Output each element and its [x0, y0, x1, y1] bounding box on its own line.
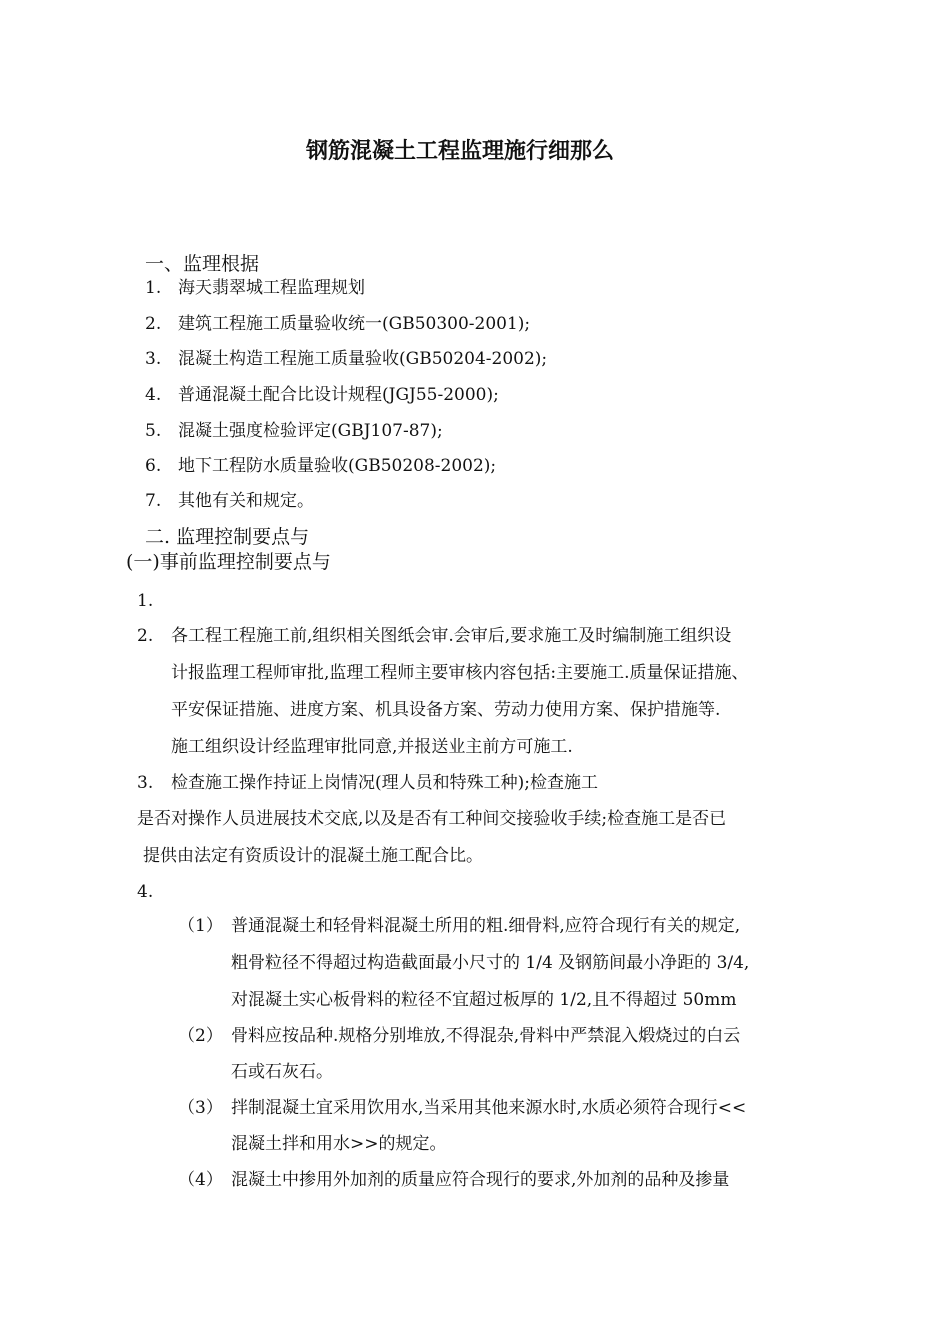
section-heading: 一、监理根据	[145, 253, 260, 275]
list-item-number: 5.	[145, 421, 162, 441]
paragraph-line: 各工程工程施工前,组织相关图纸会审.会审后,要求施工及时编制施工组织设	[171, 626, 732, 646]
list-item-number: 3.	[137, 773, 154, 793]
sub-item-number: （2）	[178, 1026, 223, 1046]
list-item-number: 4.	[137, 882, 154, 902]
paragraph-line: 提供由法定有资质设计的混凝土施工配合比。	[143, 846, 483, 866]
sub-item-number: （1）	[178, 916, 223, 936]
list-item-number: 1.	[145, 278, 162, 298]
paragraph-line: 拌制混凝土宜采用饮用水,当采用其他来源水时,水质必须符合现行<<	[231, 1098, 747, 1118]
paragraph-line: 混凝土拌和用水>>的规定。	[231, 1134, 447, 1154]
paragraph-line: 施工组织设计经监理审批同意,并报送业主前方可施工.	[171, 737, 573, 757]
paragraph-line: 是否对操作人员进展技术交底,以及是否有工种间交接验收手续;检查施工是否已	[137, 809, 727, 829]
list-item-number: 3.	[145, 349, 162, 369]
list-item-text: 其他有关和规定。	[178, 491, 314, 511]
paragraph-line: 石或石灰石。	[231, 1062, 333, 1082]
document-title: 钢筋混凝土工程监理施行细那么	[305, 138, 614, 164]
paragraph-line: 计报监理工程师审批,监理工程师主要审核内容包括:主要施工.质量保证措施、	[171, 663, 749, 683]
paragraph-line: 对混凝土实心板骨料的粒径不宜超过板厚的 1/2,且不得超过 50mm	[231, 990, 737, 1010]
paragraph-line: 普通混凝土和轻骨料混凝土所用的粗.细骨料,应符合现行有关的规定,	[231, 916, 741, 936]
section-heading: 二. 监理控制要点与	[145, 526, 310, 548]
list-item-number: 4.	[145, 385, 162, 405]
list-item-number: 6.	[145, 456, 162, 476]
paragraph-line: 平安保证措施、进度方案、机具设备方案、劳动力使用方案、保护措施等.	[171, 700, 721, 720]
list-item-number: 7.	[145, 491, 162, 511]
paragraph-line: 粗骨粒径不得超过构造截面最小尺寸的 1/4 及钢筋间最小净距的 3/4,	[231, 953, 750, 973]
list-item-text: 海天翡翠城工程监理规划	[178, 278, 365, 298]
list-item-number: 2.	[145, 314, 162, 334]
paragraph-line: 混凝土中掺用外加剂的质量应符合现行的要求,外加剂的品种及掺量	[231, 1170, 730, 1190]
list-item-text: 地下工程防水质量验收(GB50208-2002);	[178, 456, 497, 476]
list-item-text: 普通混凝土配合比设计规程(JGJ55-2000);	[178, 385, 499, 405]
sub-item-number: （3）	[178, 1098, 223, 1118]
subsection-heading: (一)事前监理控制要点与	[126, 551, 331, 573]
paragraph-line: 骨料应按品种.规格分别堆放,不得混杂,骨料中严禁混入煅烧过的白云	[231, 1026, 741, 1046]
paragraph-line: 检查施工操作持证上岗情况(理人员和特殊工种);检查施工	[171, 773, 598, 793]
list-item-number: 1.	[137, 591, 154, 611]
list-item-text: 建筑工程施工质量验收统一(GB50300-2001);	[178, 314, 531, 334]
list-item-text: 混凝土强度检验评定(GBJ107-87);	[178, 421, 443, 441]
list-item-text: 混凝土构造工程施工质量验收(GB50204-2002);	[178, 349, 548, 369]
sub-item-number: （4）	[178, 1170, 223, 1190]
list-item-number: 2.	[137, 626, 154, 646]
